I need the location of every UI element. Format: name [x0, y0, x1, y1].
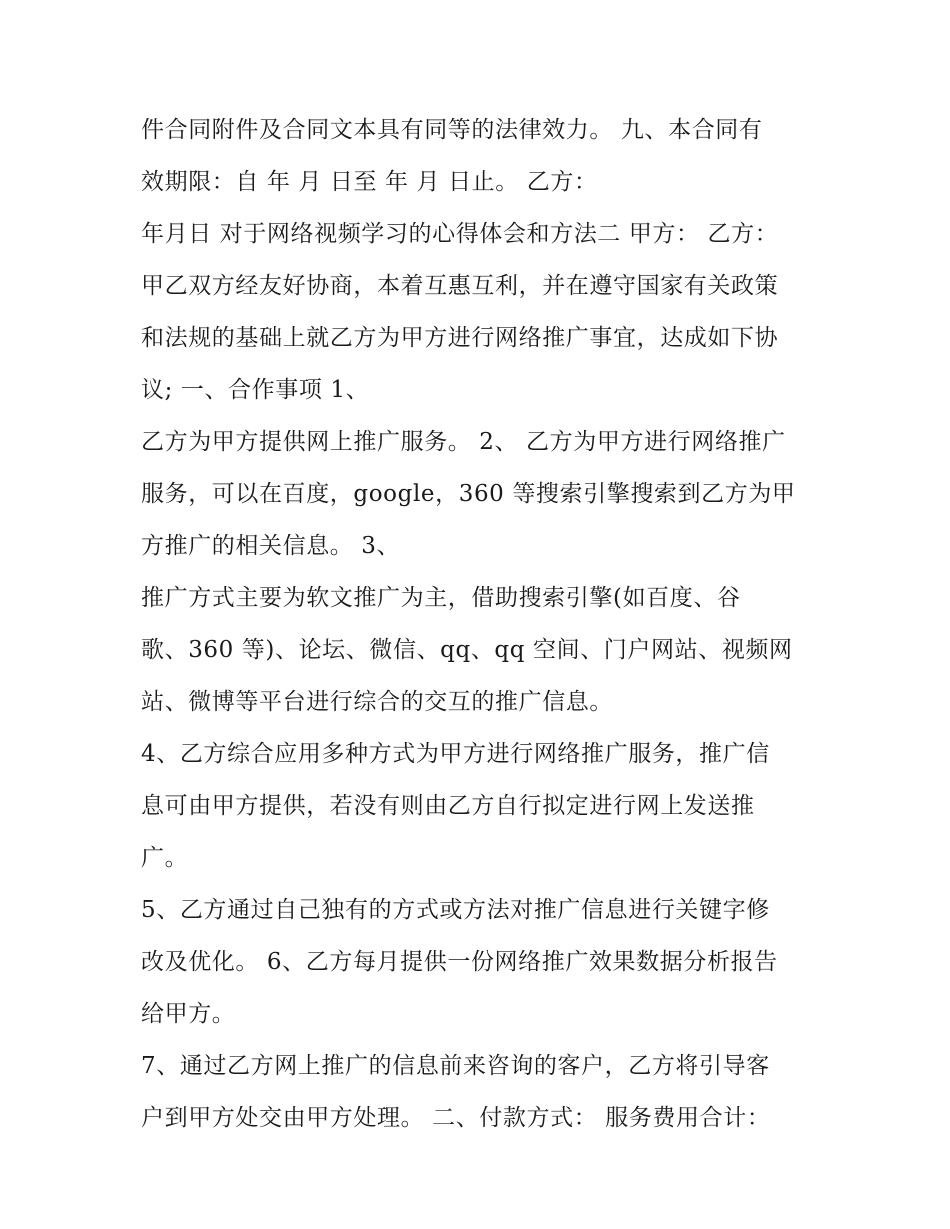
- text-line: 给甲方。: [141, 1001, 236, 1027]
- text-line: 服务，可以在百度，google，360 等搜索引擎搜索到乙方为甲: [141, 481, 796, 507]
- text-line: 推广方式主要为软文推广为主，借助搜索引擎(如百度、谷: [141, 585, 741, 611]
- text-line: 方推广的相关信息。 3、: [141, 533, 401, 559]
- text-line: 甲乙双方经友好协商，本着互惠互利，并在遵守国家有关政策: [141, 273, 779, 299]
- text-line: 乙方为甲方提供网上推广服务。 2、 乙方为甲方进行网络推广: [141, 429, 786, 455]
- text-line: 效期限：自 年 月 日至 年 月 日止。 乙方：: [141, 169, 598, 195]
- text-line: 议; 一、合作事项 1、: [141, 377, 370, 403]
- text-line: 4、乙方综合应用多种方式为甲方进行网络推广服务，推广信: [141, 741, 770, 767]
- document-body: [141, 104, 831, 1144]
- text-line: 和法规的基础上就乙方为甲方进行网络推广事宜，达成如下协: [141, 325, 779, 351]
- text-line: 年月日 对于网络视频学习的心得体会和方法二 甲方： 乙方：: [141, 221, 779, 247]
- text-line: 广。: [141, 845, 189, 871]
- text-line: 件合同附件及合同文本具有同等的法律效力。 九、本合同有: [141, 117, 763, 143]
- text-line: 7、通过乙方网上推广的信息前来咨询的客户，乙方将引导客: [141, 1053, 770, 1079]
- text-line: 站、微博等平台进行综合的交互的推广信息。: [141, 689, 613, 715]
- text-line: 5、乙方通过自己独有的方式或方法对推广信息进行关键字修: [141, 897, 770, 923]
- text-line: 户到甲方处交由甲方处理。 二、付款方式： 服务费用合计：: [141, 1105, 771, 1131]
- text-line: 息可由甲方提供，若没有则由乙方自行拟定进行网上发送推: [141, 793, 755, 819]
- text-line: 歌、360 等)、论坛、微信、qq、qq 空间、门户网站、视频网: [141, 637, 793, 663]
- text-line: 改及优化。 6、乙方每月提供一份网络推广效果数据分析报告: [141, 949, 778, 975]
